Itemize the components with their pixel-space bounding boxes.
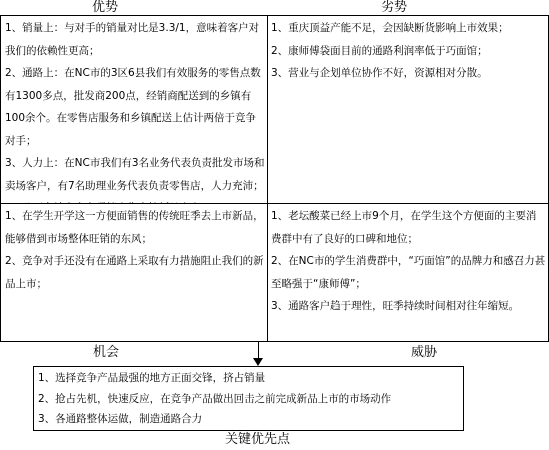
opportunities-label: 机会: [93, 345, 120, 360]
key-priorities-label: 关键优先点: [225, 432, 291, 447]
opportunity-item: 2、竞争对手还没有在通路上采取有力措施阻止我们的新品上市；: [5, 255, 264, 290]
weaknesses-quadrant: [267, 15, 549, 204]
priority-item: 3、各通路整体运做，制造通路合力: [38, 413, 203, 425]
weakness-item: 2、康师傅袋面目前的通路利润率低于巧面馆；: [271, 44, 488, 57]
threats-quadrant: [267, 203, 549, 342]
strengths-label: 优势: [92, 0, 119, 15]
opportunities-quadrant: [0, 203, 268, 342]
priority-item: 1、选择竞争产品最强的地方正面交锋，挤占销量: [38, 372, 266, 384]
key-priorities-box: [33, 366, 464, 431]
priority-item: 2、抢占先机，快速反应，在竞争产品做出回击之前完成新品上市的市场动作: [38, 392, 392, 405]
threat-item: 1、老坛酸菜已经上市9个月，在学生这个方便面的主要消费群中有了良好的口碑和地位；: [271, 210, 537, 245]
strength-item: 2、通路上：在NC市的3区6县我们有效服务的零售点数有1300多点，批发商200点，经销商配送到的乡镇有100余个。在零售店服务和乡镇配送上估计两倍于竞争对手；: [5, 67, 261, 147]
weakness-item: 3、营业与企划单位协作不好，资源相对分散。: [271, 67, 488, 79]
strengths-quadrant: [0, 15, 268, 204]
strength-item: 1、销量上：与对手的销量对比是3.3/1，意味着客户对我们的依赖性更高；: [5, 22, 260, 57]
weaknesses-label: 劣势: [381, 0, 408, 15]
threats-label: 威胁: [411, 345, 438, 360]
strength-item: 3、人力上：在NC市我们有3名业务代表负责批发市场和卖场客户，有7名助理业务代表负责零售店，人力充沛；: [5, 157, 265, 192]
threat-item: 3、通路客户趋于理性，旺季持续时间相对往年缩短。: [271, 300, 520, 312]
down-arrow-icon: [253, 358, 263, 366]
threat-item: 2、在NC市的学生消费群中，“巧面馆”的品牌力和感召力甚至略强于“康师傅”；: [271, 255, 546, 290]
weakness-item: 1、重庆顶益产能不足，会因缺断货影响上市效果；: [271, 22, 509, 34]
opportunity-item: 1、在学生开学这一方便面销售的传统旺季去上市新品，能够借到市场整体旺销的东风；: [5, 210, 264, 245]
